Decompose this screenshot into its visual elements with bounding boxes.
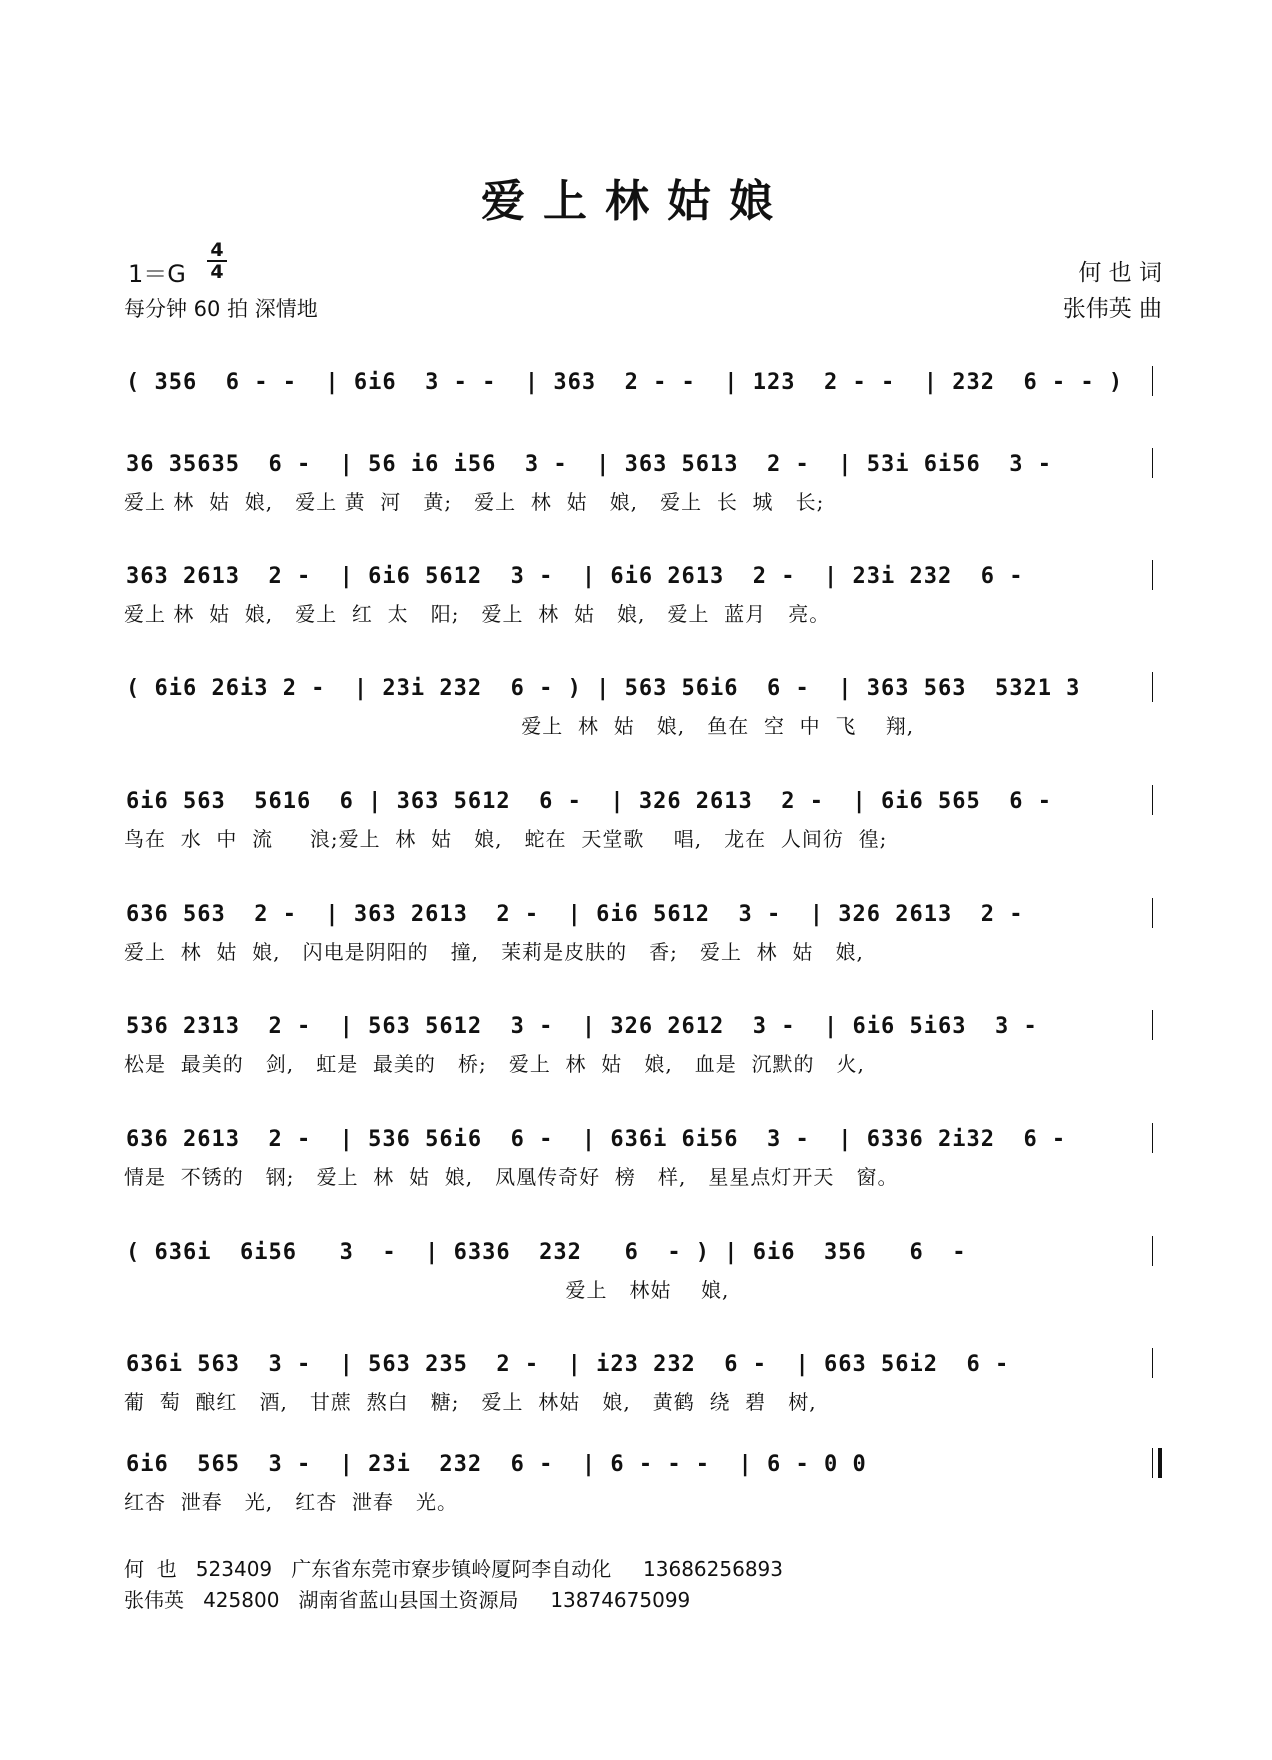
contact-zip: 425800 (203, 1588, 280, 1612)
notation-line: ( 6i6 26i3 2 - | 23i 232 6 - ) | 563 56i6 6 - | 363 563 5321 3 (126, 676, 1081, 701)
notation-line: 6i6 563 5616 6 | 363 5612 6 - | 326 2613 2 - | 6i6 565 6 - (126, 789, 1052, 814)
score-system (0, 1012, 1272, 1107)
lyrics-line: 爱上 林 姑 娘, 爱上 红 太 阳; 爱上 林 姑 娘, 爱上 蓝月 亮。 (124, 602, 831, 626)
notation-line: ( 356 6 - - | 6i6 3 - - | 363 2 - - | 123 2 - - | 232 6 - - ) (126, 370, 1124, 395)
song-title: 爱上林姑娘 (481, 176, 791, 227)
score-system (0, 900, 1272, 995)
score-system (0, 1125, 1272, 1220)
lyrics-line: 爱上 林 姑 娘, 鱼在 空 中 飞 翔, (124, 714, 915, 738)
lyrics-line: 鸟在 水 中 流 浪;爱上 林 姑 娘, 蛇在 天堂歌 唱, 龙在 人间彷 徨; (124, 827, 888, 851)
lyrics-line: 爱上 林姑 娘, (124, 1278, 730, 1302)
lyrics-line: 葡 萄 酿红 酒, 甘蔗 熬白 糖; 爱上 林姑 娘, 黄鹤 绕 碧 树, (124, 1390, 817, 1414)
score-system (0, 1350, 1272, 1445)
notation-line: 636i 563 3 - | 563 235 2 - | i23 232 6 - | 663 56i2 6 - (126, 1352, 1010, 1377)
contact-zip: 523409 (195, 1557, 273, 1581)
score-system (0, 368, 1272, 463)
score-system (0, 562, 1272, 657)
barline (1152, 1123, 1153, 1153)
barline (1152, 898, 1153, 928)
lyrics-line: 红杏 泄春 光, 红杏 泄春 光。 (124, 1490, 459, 1514)
time-signature-bottom: 4 (210, 261, 224, 283)
barline (1152, 1348, 1153, 1378)
score-system (0, 1238, 1272, 1333)
barline (1152, 672, 1153, 702)
contact-phone: 13874675099 (550, 1588, 691, 1612)
barline (1152, 366, 1153, 396)
barline (1152, 448, 1153, 478)
notation-line: 536 2313 2 - | 563 5612 3 - | 326 2612 3 - | 6i6 5i63 3 - (126, 1014, 1038, 1039)
contact-line (124, 1584, 690, 1613)
score-system (0, 1450, 1272, 1545)
composer-credit: 张伟英 曲 (1062, 296, 1162, 322)
score-system (0, 450, 1272, 545)
lyrics-line: 情是 不锈的 钢; 爱上 林 姑 娘, 凤凰传奇好 榜 样, 星星点灯开天 窗。 (124, 1165, 899, 1189)
contact-name: 何 也 (124, 1557, 177, 1581)
notation-line: 6i6 565 3 - | 23i 232 6 - | 6 - - - | 6 - 0 0 (126, 1452, 867, 1477)
notation-line: 636 563 2 - | 363 2613 2 - | 6i6 5612 3 - | 326 2613 2 - (126, 902, 1024, 927)
lyrics-line: 爱上 林 姑 娘, 爱上 黄 河 黄; 爱上 林 姑 娘, 爱上 长 城 长; (124, 490, 825, 514)
time-signature-top: 4 (207, 240, 227, 262)
lyrics-line (124, 406, 1164, 434)
notation-line: 636 2613 2 - | 536 56i6 6 - | 636i 6i56 3 - | 6336 2i32 6 - (126, 1127, 1067, 1152)
contact-address: 湖南省蓝山县国土资源局 (298, 1588, 519, 1612)
barline (1152, 785, 1153, 815)
tempo-marking: 每分钟 60 拍 深情地 (124, 297, 318, 321)
notation-line: 363 2613 2 - | 6i6 5612 3 - | 6i6 2613 2 - | 23i 232 6 - (126, 564, 1024, 589)
contact-address: 广东省东莞市寮步镇岭厦阿李自动化 (291, 1557, 612, 1581)
lyricist-credit: 何 也 词 (1078, 260, 1162, 286)
lyrics-line: 爱上 林 姑 娘, 闪电是阴阳的 撞, 茉莉是皮肤的 香; 爱上 林 姑 娘, (124, 940, 864, 964)
contact-name: 张伟英 (124, 1588, 184, 1612)
notation-line: ( 636i 6i56 3 - | 6336 232 6 - ) | 6i6 356 6 - (126, 1240, 967, 1265)
contact-line (124, 1553, 783, 1582)
final-barline (1158, 1448, 1162, 1478)
barline (1152, 1010, 1153, 1040)
key-signature: 1＝G (128, 260, 186, 288)
barline (1152, 1236, 1153, 1266)
notation-line: 36 35635 6 - | 56 i6 i56 3 - | 363 5613 2 - | 53i 6i56 3 - (126, 452, 1052, 477)
contact-phone: 13686256893 (643, 1557, 784, 1581)
barline (1152, 560, 1153, 590)
barline (1152, 1448, 1153, 1478)
score-system (0, 674, 1272, 769)
lyrics-line: 松是 最美的 剑, 虹是 最美的 桥; 爱上 林 姑 娘, 血是 沉默的 火, (124, 1052, 865, 1076)
score-system (0, 787, 1272, 882)
